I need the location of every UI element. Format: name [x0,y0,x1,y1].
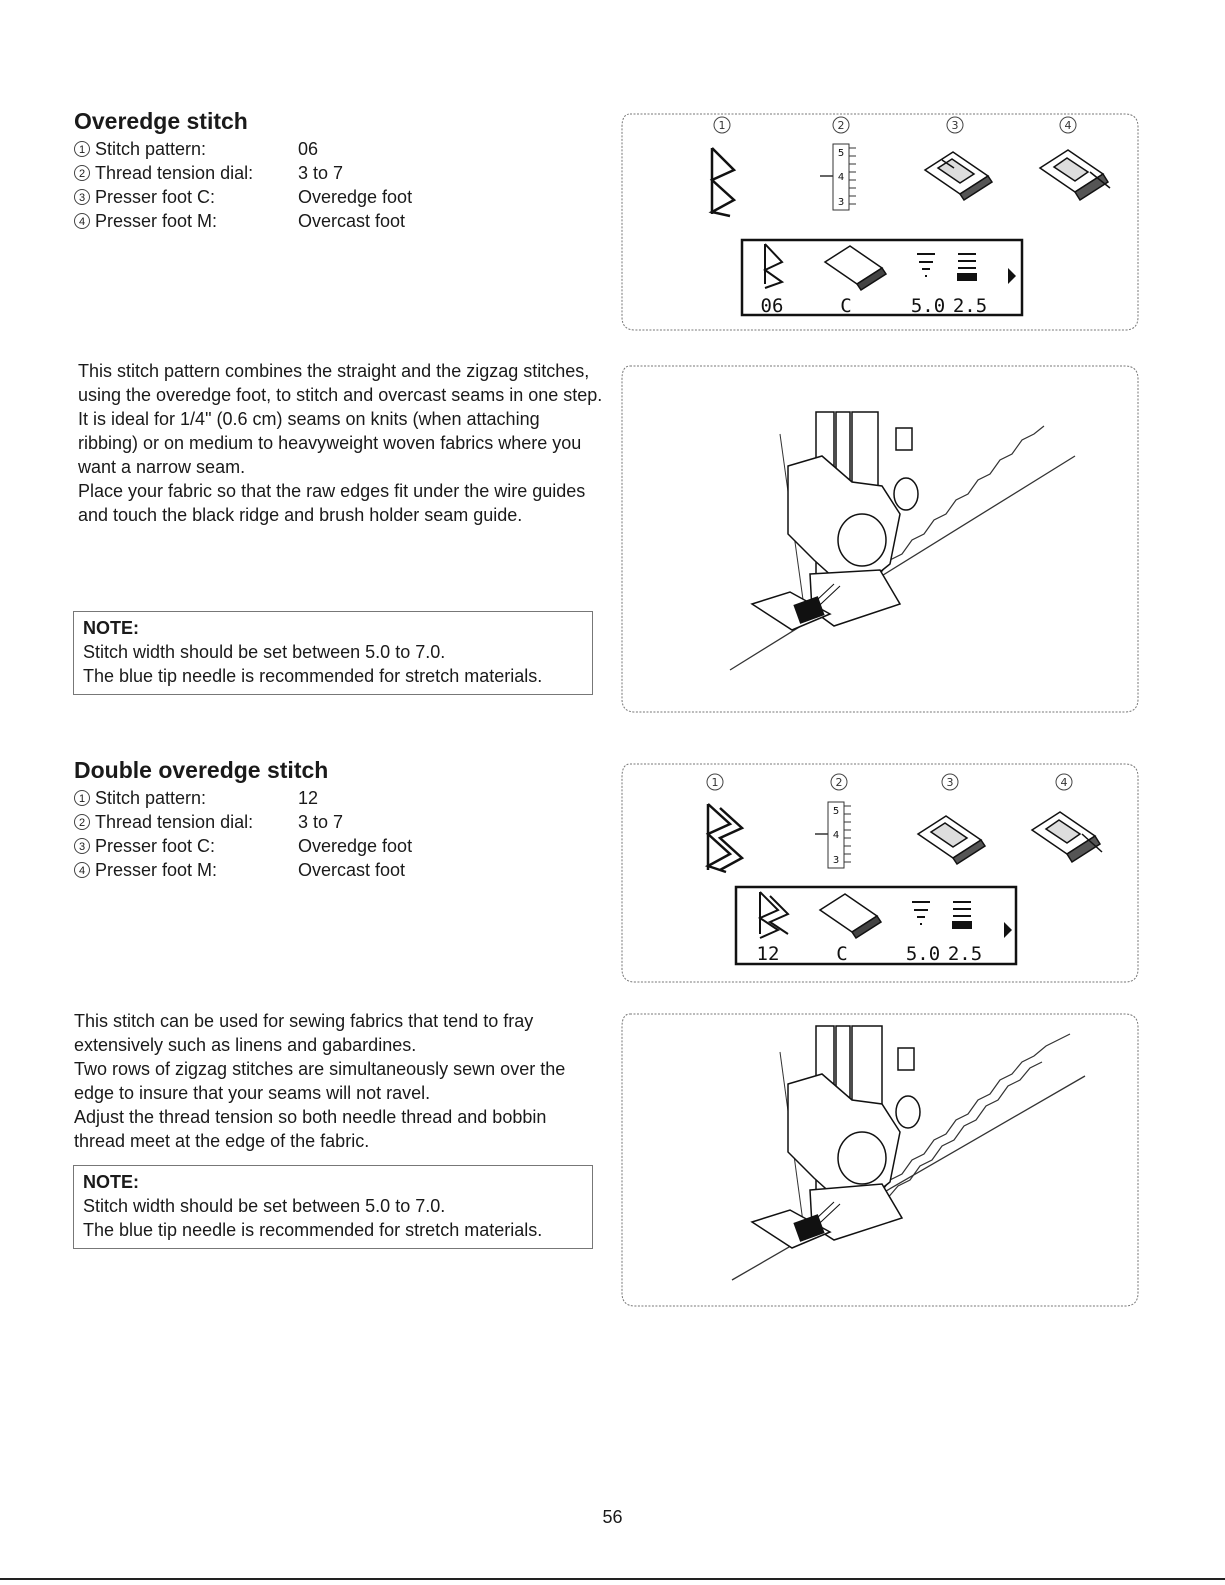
setting-value: Overcast foot [298,860,406,880]
setting-row [74,137,412,161]
setting-label: Thread tension dial: [95,812,254,832]
lcd-pattern-number: 06 [760,295,784,317]
callout-4-icon: 4 [74,862,90,878]
stitch-pattern-icon [708,804,742,872]
lcd-pattern-number: 12 [756,943,780,965]
setting-label: Presser foot C: [95,187,216,207]
presser-foot-c-icon [918,816,985,864]
setting-value: Overedge foot [298,187,413,207]
setting-row [74,786,412,810]
description-paragraph: This stitch pattern combines the straight and the zigzag stitches, using the overedge foot, to stitch and overcast seams in one step. [78,361,603,405]
note-line: The blue tip needle is recommended for stretch materials. [83,666,543,686]
setting-label: Thread tension dial: [95,163,254,183]
callout-4-icon: 4 [74,213,90,229]
callout-1-icon: 1 [74,790,90,806]
setting-value: 3 to 7 [298,812,344,832]
lcd-foot-letter: C [840,295,852,317]
setting-label: Stitch pattern: [95,788,207,808]
lcd-display [742,240,1022,317]
note-box [73,1165,593,1249]
tension-dial-icon [815,802,851,868]
callout-4-icon: 4 [1060,776,1068,789]
setting-label: Presser foot M: [95,860,218,880]
setting-row [74,161,412,185]
callout-2-icon: 2 [74,814,90,830]
setting-label: Presser foot M: [95,211,218,231]
note-line: Stitch width should be set between 5.0 to 7.0. [83,642,446,662]
callout-2-icon: 2 [837,119,845,132]
setting-label: Presser foot C: [95,836,216,856]
description-paragraph: It is ideal for 1/4" (0.6 cm) seams on knits (when attaching ribbing) or on medium to heavyweight woven fabrics where you want a narrow seam. [78,409,582,477]
note-line: The blue tip needle is recommended for stretch materials. [83,1220,543,1240]
setting-row [74,834,412,858]
setting-label: Stitch pattern: [95,139,207,159]
settings-diagram [620,762,1140,984]
lcd-display [736,887,1016,965]
callout-3-icon: 3 [74,189,90,205]
sewing-illustration [620,1012,1140,1308]
callout-3-icon: 3 [74,838,90,854]
callout-3-icon: 3 [946,776,954,789]
svg-text:4: 4 [832,830,840,841]
description-paragraph: Two rows of zigzag stitches are simultaneously sewn over the edge to insure that your seams will not ravel. [74,1059,566,1103]
presser-foot-m-icon [1040,150,1110,200]
setting-value: 3 to 7 [298,163,344,183]
setting-value: Overedge foot [298,836,413,856]
callout-1-icon: 1 [711,776,719,789]
presser-foot-c-icon [925,152,992,200]
section-title: Overedge stitch [74,108,248,134]
callout-1-icon: 1 [718,119,726,132]
callout-1-icon: 1 [74,141,90,157]
svg-text:3: 3 [832,855,840,866]
lcd-stitch-length: 2.5 [947,943,983,965]
description [78,359,603,527]
description-paragraph: Adjust the thread tension so both needle thread and bobbin thread meet at the edge of the fabric. [74,1107,547,1151]
svg-text:5: 5 [837,148,845,159]
callout-2-icon: 2 [74,165,90,181]
lcd-stitch-width: 5.0 [905,943,941,965]
setting-value: 12 [298,788,319,808]
description-paragraph: Place your fabric so that the raw edges fit under the wire guides and touch the black ridge and brush holder seam guide. [78,481,586,525]
note-box [73,611,593,695]
presser-foot-m-icon [1032,812,1102,862]
svg-text:5: 5 [832,806,840,817]
settings-diagram [620,112,1140,332]
note-title: NOTE: [83,1172,139,1192]
lcd-stitch-width: 5.0 [910,295,946,317]
section-title: Double overedge stitch [74,757,329,783]
description [74,1009,584,1153]
note-title: NOTE: [83,618,139,638]
note-line: Stitch width should be set between 5.0 to 7.0. [83,1196,446,1216]
setting-value: Overcast foot [298,211,406,231]
page-number: 56 [602,1507,623,1527]
lcd-stitch-length: 2.5 [952,295,988,317]
setting-row [74,209,412,233]
setting-row [74,185,412,209]
callout-3-icon: 3 [951,119,959,132]
setting-row [74,858,412,882]
setting-value: 06 [298,139,319,159]
lcd-foot-letter: C [836,943,848,965]
stitch-pattern-icon [712,148,734,216]
description-paragraph: This stitch can be used for sewing fabrics that tend to fray extensively such as linens and gabardines. [74,1011,534,1055]
tension-dial-icon [820,144,856,210]
sewing-illustration [620,364,1140,714]
setting-row [74,810,412,834]
svg-text:3: 3 [837,197,845,208]
callout-2-icon: 2 [835,776,843,789]
callout-4-icon: 4 [1064,119,1072,132]
settings-list [74,137,412,233]
bottom-rule [0,1578,1225,1580]
settings-list [74,786,412,882]
svg-text:4: 4 [837,172,845,183]
